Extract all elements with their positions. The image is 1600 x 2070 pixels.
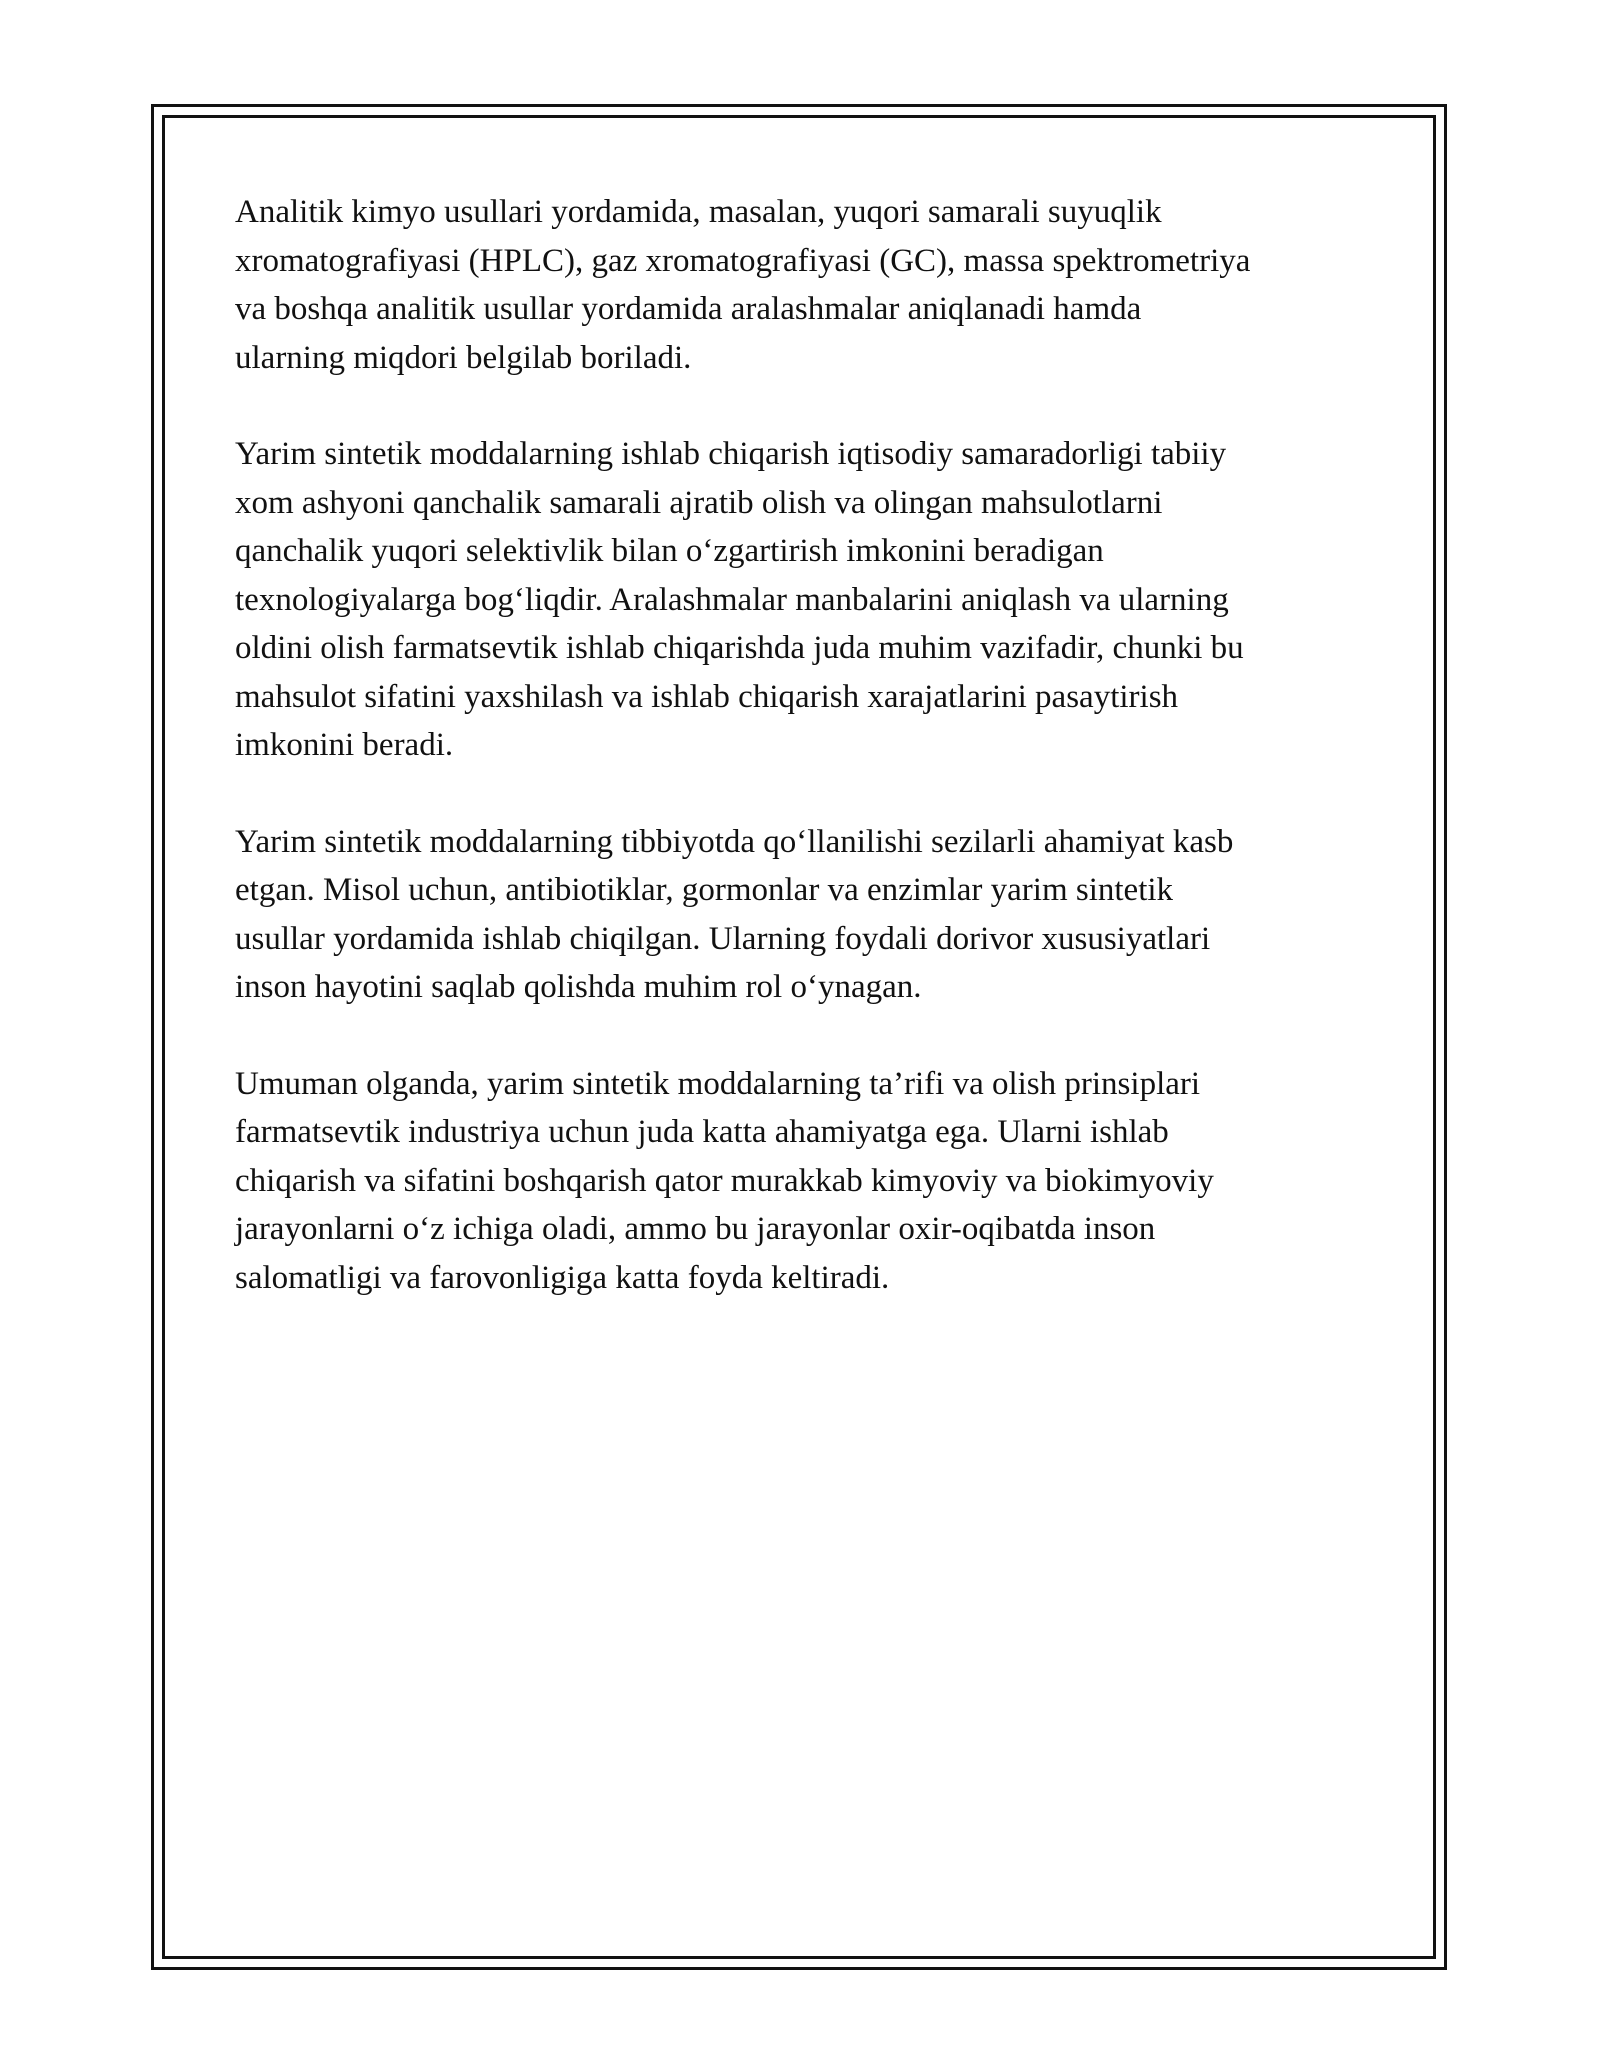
paragraph-medical-use: Yarim sintetik moddalarning tibbiyotda qo‘llanilishi sezilarli ahamiyat kasb etgan. Misol uchun, antibiotiklar, gormonlar va enzimlar yarim sintetik usullar yordamida ishlab chiqilgan. Ularning foydali dorivor xususiyatlari inson hayotini saqlab qolishda muhim rol o‘ynagan.: [235, 823, 1234, 1005]
paragraph-analytical-methods: Analitik kimyo usullari yordamida, masalan, yuqori samarali suyuqlik xromatografiyasi (HPLC), gaz xromatografiyasi (GC), massa spektrometriya va boshqa analitik usullar yordamida aralashmalar aniqlanadi hamda ularning miqdori belgilab boriladi.: [235, 194, 1251, 376]
paragraph-conclusion: Umuman olganda, yarim sintetik moddalarning ta’rifi va olish prinsiplari farmatsevtik industriya uchun juda katta ahamiyatga ega. Ularni ishlab chiqarish va sifatini boshqarish qator murakkab kimyoviy va biokimyoviy jarayonlarni o‘z ichiga oladi, ammo bu jarayonlar oxir-oqibatda inson salomatligi va farovonligiga katta foyda keltiradi.: [235, 1065, 1214, 1296]
document-body: [235, 188, 1385, 1350]
paragraph-production-efficiency: Yarim sintetik moddalarning ishlab chiqarish iqtisodiy samaradorligi tabiiy xom ashyoni qanchalik samarali ajratib olish va olingan mahsulotlarni qanchalik yuqori selektivlik bilan o‘zgartirish imkonini beradigan texnologiyalarga bog‘liqdir. Aralashmalar manbalarini aniqlash va ularning oldini olish farmatsevtik ishlab chiqarishda juda muhim vazifadir, chunki bu mahsulot sifatini yaxshilash va ishlab chiqarish xarajatlarini pasaytirish imkonini beradi.: [235, 436, 1244, 763]
